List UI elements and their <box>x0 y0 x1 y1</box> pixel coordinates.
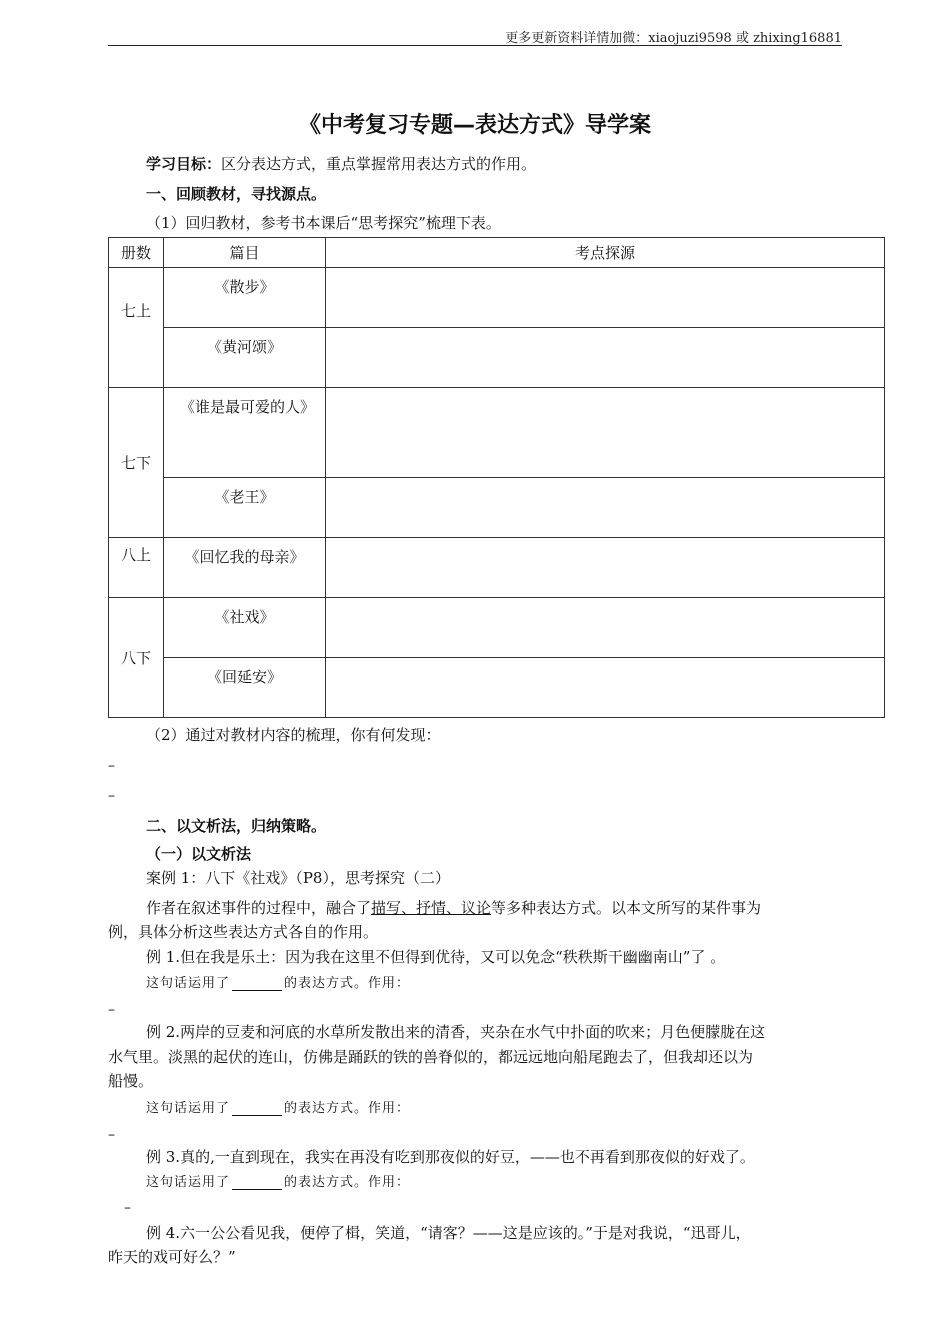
table-answer-cell[interactable] <box>326 598 885 658</box>
table-answer-cell[interactable] <box>326 328 885 388</box>
source-table <box>108 237 885 718</box>
answer-blank[interactable] <box>232 977 282 991</box>
intro-text: 等多种表达方式。以本文所写的某件事为 <box>491 899 762 917</box>
table-title-cell: 《老王》 <box>164 478 326 538</box>
prompt-text: 这句话运用了 <box>146 1175 231 1190</box>
example-2-line2: 水气里。淡黑的起伏的连山，仿佛是踊跃的铁的兽脊似的，都远远地向船尾跑去了，但我却还以为 <box>108 1048 754 1066</box>
answer-dash: – <box>124 1200 131 1216</box>
example-prompt <box>146 1097 410 1116</box>
example-prompt <box>146 1171 410 1190</box>
prompt-text: 的表达方式。作用： <box>284 976 411 991</box>
header-divider <box>108 45 842 46</box>
table-title-cell: 《回延安》 <box>164 658 326 718</box>
table-header-title: 篇目 <box>164 238 326 268</box>
table-header-book: 册数 <box>109 238 164 268</box>
section1-heading: 一、回顾教材，寻找源点。 <box>146 185 327 203</box>
answer-dash: – <box>108 758 115 774</box>
learning-goal-text: 区分表达方式，重点掌握常用表达方式的作用。 <box>221 155 537 173</box>
intro-underlined: 描写、抒情、议论 <box>371 899 492 917</box>
example-prompt <box>146 972 410 991</box>
answer-blank[interactable] <box>232 1176 282 1190</box>
example-4-line1: 例 4.六一公公看见我，便停了楫，笑道，“请客？——这是应该的。”于是对我说，“迅哥儿， <box>146 1224 751 1242</box>
table-title-cell: 《回忆我的母亲》 <box>164 538 326 598</box>
header-contact-text: 更多更新资料详情加微：xiaojuzi9598 或 zhixing16881 <box>505 31 842 46</box>
section2-heading: 二、以文析法，归纳策略。 <box>146 817 327 835</box>
table-answer-cell[interactable] <box>326 538 885 598</box>
prompt-text: 这句话运用了 <box>146 1101 231 1116</box>
intro-line2: 例，具体分析这些表达方式各自的作用。 <box>108 923 379 941</box>
intro-text: 作者在叙述事件的过程中，融合了 <box>146 899 372 917</box>
table-title-cell: 《社戏》 <box>164 598 326 658</box>
intro-line1 <box>146 897 761 918</box>
answer-dash: – <box>108 788 115 804</box>
page-title: 《中考复习专题—表达方式》导学案 <box>298 113 651 138</box>
table-book-cell: 八下 <box>109 598 164 718</box>
example-1: 例 1.但在我是乐土：因为我在这里不但得到优待，又可以免念“秩秩斯干幽幽南山”了 。 <box>146 948 726 966</box>
prompt-text: 的表达方式。作用： <box>284 1175 411 1190</box>
example-4-line2: 昨天的戏可好么？” <box>108 1248 236 1266</box>
table-book-cell: 八上 <box>109 538 164 598</box>
section1-item1: （1）回归教材，参考书本课后“思考探究”梳理下表。 <box>146 214 501 232</box>
table-answer-cell[interactable] <box>326 658 885 718</box>
prompt-text: 的表达方式。作用： <box>284 1101 411 1116</box>
table-header-source: 考点探源 <box>326 238 885 268</box>
table-title-cell: 《谁是最可爱的人》 <box>164 388 326 478</box>
example-2-line3: 船慢。 <box>108 1072 154 1090</box>
section1-item2: （2）通过对教材内容的梳理，你有何发现： <box>146 726 441 744</box>
prompt-text: 这句话运用了 <box>146 976 231 991</box>
learning-goal <box>146 153 536 174</box>
table-answer-cell[interactable] <box>326 478 885 538</box>
answer-blank[interactable] <box>232 1102 282 1116</box>
example-2-line1: 例 2.两岸的豆麦和河底的水草所发散出来的清香，夹杂在水气中扑面的吹来；月色便朦胧在这 <box>146 1023 766 1041</box>
section2-subheading: （一）以文析法 <box>146 845 252 863</box>
answer-dash: – <box>108 1127 115 1143</box>
table-answer-cell[interactable] <box>326 268 885 328</box>
example-3: 例 3.真的,一直到现在，我实在再没有吃到那夜似的好豆，——也不再看到那夜似的好戏了。 <box>146 1148 755 1166</box>
case-label: 案例 1：八下《社戏》（P8），思考探究（二） <box>146 869 450 887</box>
learning-goal-label: 学习目标： <box>146 155 222 173</box>
table-book-cell: 七下 <box>109 388 164 538</box>
answer-dash: – <box>108 1002 115 1018</box>
table-answer-cell[interactable] <box>326 388 885 478</box>
table-title-cell: 《黄河颂》 <box>164 328 326 388</box>
table-title-cell: 《散步》 <box>164 268 326 328</box>
table-book-cell: 七上 <box>109 268 164 388</box>
